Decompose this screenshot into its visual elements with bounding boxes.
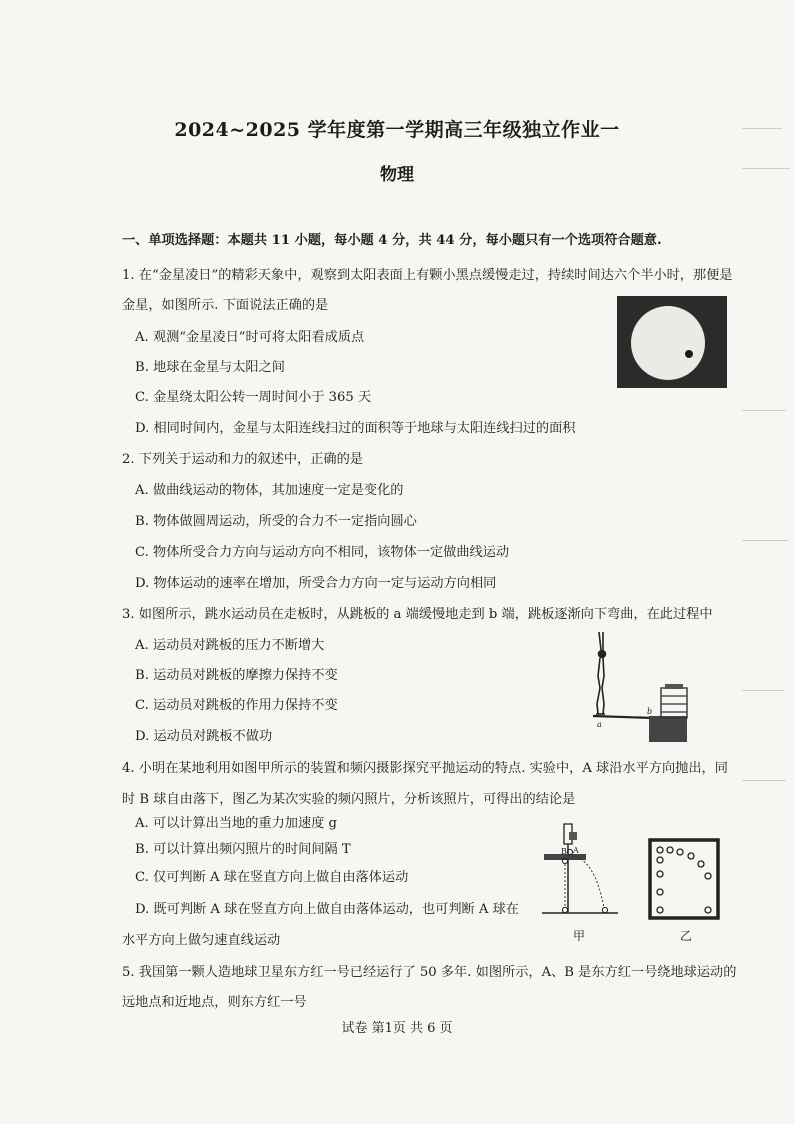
label-A: A bbox=[573, 846, 579, 855]
apparatus-figure-jia bbox=[540, 822, 620, 920]
q1-stem-line1: 1. 在“金星凌日”的精彩天象中，观察到太阳表面上有颗小黑点缓慢走过，持续时间达六个半小时，那便是 bbox=[122, 268, 733, 283]
bleed-mark bbox=[742, 128, 782, 129]
venus-dot bbox=[685, 350, 693, 358]
platform-frame bbox=[661, 688, 687, 718]
q4-stem-line2: 时 B 球自由落下，图乙为某次实验的频闪照片，分析该照片，可得出的结论是 bbox=[122, 792, 576, 807]
q3-option-c: C. 运动员对跳板的作用力保持不变 bbox=[135, 698, 338, 713]
bleed-mark bbox=[742, 780, 786, 781]
section-heading: 一、单项选择题：本题共 11 小题，每小题 4 分，共 44 分，每小题只有一个选项符合题意. bbox=[122, 233, 662, 248]
q2-stem: 2. 下列关于运动和力的叙述中，正确的是 bbox=[122, 452, 363, 467]
bleed-mark bbox=[742, 690, 784, 691]
q2-option-d: D. 物体运动的速率在增加，所受合力方向一定与运动方向相同 bbox=[135, 576, 497, 591]
q3-option-a: A. 运动员对跳板的压力不断增大 bbox=[135, 638, 325, 653]
exam-title: 2024~2025 学年度第一学期高三年级独立作业一 bbox=[174, 119, 620, 141]
board-base bbox=[649, 716, 687, 742]
q3-option-d: D. 运动员对跳板不做功 bbox=[135, 729, 273, 744]
q3-option-b: B. 运动员对跳板的摩擦力保持不变 bbox=[135, 668, 338, 683]
label-a: a bbox=[597, 720, 602, 729]
q1-stem-line2: 金星，如图所示. 下面说法正确的是 bbox=[122, 298, 329, 313]
figure-yi-caption: 乙 bbox=[680, 929, 693, 943]
q4-option-a: A. 可以计算出当地的重力加速度 g bbox=[135, 816, 337, 831]
trajectory-A bbox=[573, 856, 604, 908]
board bbox=[593, 716, 653, 718]
q4-option-c: C. 仅可判断 A 球在竖直方向上做自由落体运动 bbox=[135, 870, 409, 885]
q4-option-d-continued: 水平方向上做匀速直线运动 bbox=[122, 933, 281, 948]
q2-option-c: C. 物体所受合力方向与运动方向不相同，该物体一定做曲线运动 bbox=[135, 545, 510, 560]
q5-stem-line2: 远地点和近地点，则东方红一号 bbox=[122, 995, 307, 1010]
q1-option-b: B. 地球在金星与太阳之间 bbox=[135, 360, 285, 375]
venus-transit-photo bbox=[617, 296, 727, 388]
page-footer: 试卷 第1页 共 6 页 bbox=[341, 1021, 453, 1036]
q5-stem-line1: 5. 我国第一颗人造地球卫星东方红一号已经运行了 50 多年. 如图所示，A、B 是东方红一号绕地球运动的 bbox=[122, 965, 737, 980]
bleed-mark bbox=[742, 540, 788, 541]
q1-option-a: A. 观测“金星凌日”时可将太阳看成质点 bbox=[135, 330, 365, 345]
bleed-mark bbox=[742, 410, 786, 411]
q4-stem-line1: 4. 小明在某地利用如图甲所示的装置和频闪摄影探究平抛运动的特点. 实验中，A 球沿水平方向抛出，同 bbox=[122, 761, 728, 776]
q3-stem: 3. 如图所示，跳水运动员在走板时，从跳板的 a 端缓慢地走到 b 端，跳板逐渐向下弯曲，在此过程中 bbox=[122, 607, 713, 622]
q1-option-d: D. 相同时间内，金星与太阳连线扫过的面积等于地球与太阳连线扫过的面积 bbox=[135, 421, 576, 436]
label-b: b bbox=[647, 707, 653, 716]
q2-option-a: A. 做曲线运动的物体，其加速度一定是变化的 bbox=[135, 483, 404, 498]
sun-disc bbox=[631, 306, 705, 380]
subject-title: 物理 bbox=[380, 165, 414, 185]
strobe-balls bbox=[657, 847, 711, 913]
diver-figure bbox=[596, 632, 606, 714]
q4-option-d: D. 既可判断 A 球在竖直方向上做自由落体运动，也可判断 A 球在 bbox=[135, 902, 519, 917]
label-B: B bbox=[561, 847, 567, 856]
bleed-mark bbox=[742, 168, 790, 169]
diving-board-figure bbox=[583, 628, 698, 746]
q4-option-b: B. 可以计算出频闪照片的时间间隔 T bbox=[135, 842, 351, 857]
q1-option-c: C. 金星绕太阳公转一周时间小于 365 天 bbox=[135, 390, 372, 405]
q2-option-b: B. 物体做圆周运动，所受的合力不一定指向圆心 bbox=[135, 514, 417, 529]
figure-jia-caption: 甲 bbox=[573, 929, 586, 943]
strobe-photo-yi bbox=[648, 838, 720, 920]
